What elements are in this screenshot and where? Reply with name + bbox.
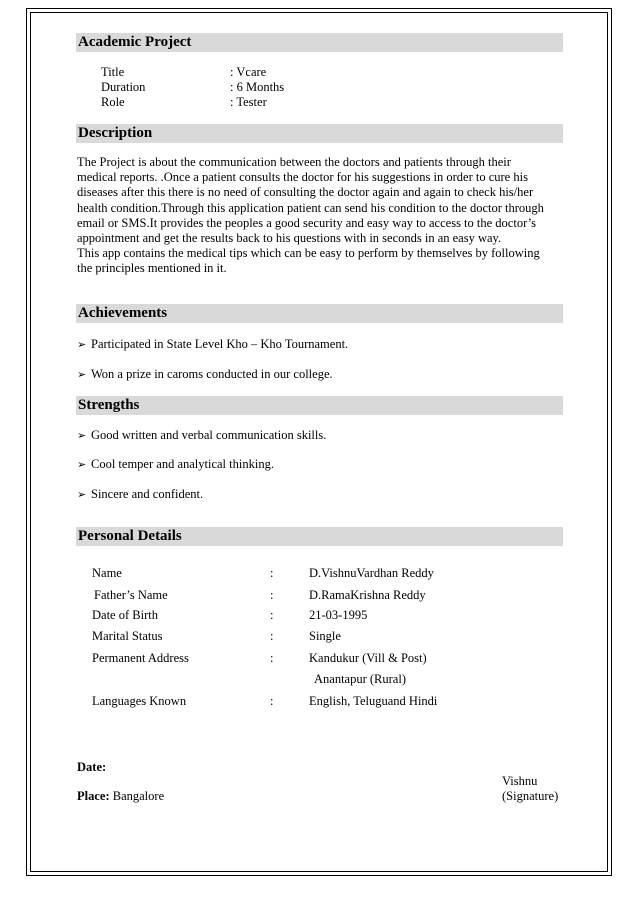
arrow-bullet-icon: ➢ [77,368,87,381]
description-line: the principles mentioned in it. [77,261,227,276]
description-line: appointment and get the results back to his questions with in seconds in an easy way. [77,231,502,246]
description-line: medical reports. .Once a patient consults the doctor for his suggestions in order to cure his [77,170,528,185]
signature-name: Vishnu [502,774,538,788]
detail-address-value-line2: Anantapur (Rural) [314,672,406,686]
personal-details-heading: Personal Details [76,527,563,546]
detail-separator: : [270,629,274,643]
detail-separator: : [270,608,274,622]
detail-address-value: Kandukur (Vill & Post) [309,651,427,665]
strength-item: ➢ Sincere and confident. [77,487,204,501]
project-title-value: : Vcare [230,65,267,79]
strength-item: ➢ Good written and verbal communication skills. [77,428,327,442]
achievement-item: ➢ Participated in State Level Kho – Kho Tournament. [77,337,349,351]
place-value: Bangalore [109,789,165,803]
detail-name-value: D.VishnuVardhan Reddy [309,566,434,580]
description-line: diseases after this there is no need of consulting the doctor again and again to check his/her [77,185,534,200]
description-line: This app contains the medical tips which can be easy to perform by themselves by following [77,246,540,261]
description-line: health condition.Through this application patient can send his condition to the doctor through [77,200,544,215]
detail-father-value: D.RamaKrishna Reddy [309,588,426,602]
detail-separator: : [270,694,274,708]
detail-languages-label: Languages Known [92,694,187,708]
detail-marital-value: Single [309,629,341,643]
achievements-heading: Achievements [76,304,563,323]
strength-item: ➢ Cool temper and analytical thinking. [77,457,274,471]
detail-dob-value: 21-03-1995 [309,608,368,622]
arrow-bullet-icon: ➢ [77,458,87,471]
project-duration-label: Duration [101,80,146,94]
description-line: email or SMS.It provides the peoples a good security and easy way to access to the doctor’s [77,215,537,230]
project-title-label: Title [101,65,125,79]
date-label: Date: [77,760,107,774]
project-role-value: : Tester [230,95,267,109]
project-role-label: Role [101,95,125,109]
detail-father-label: Father’s Name [94,588,168,602]
detail-languages-value: English, Teluguand Hindi [309,694,438,708]
place-line [77,789,164,804]
project-duration-value: : 6 Months [230,80,285,94]
signature-label: (Signature) [502,789,559,803]
detail-dob-label: Date of Birth [92,608,158,622]
detail-address-label: Permanent Address [92,651,189,665]
arrow-bullet-icon: ➢ [77,488,87,501]
detail-separator: : [270,651,274,665]
arrow-bullet-icon: ➢ [77,429,87,442]
description-paragraph [77,155,563,277]
description-heading: Description [76,124,563,143]
academic-project-heading: Academic Project [76,33,563,52]
place-label: Place: [77,789,110,803]
arrow-bullet-icon: ➢ [77,338,87,351]
achievement-item: ➢ Won a prize in caroms conducted in our college. [77,367,333,381]
detail-separator: : [270,566,274,580]
detail-separator: : [270,588,274,602]
detail-name-label: Name [92,566,122,580]
detail-marital-label: Marital Status [92,629,163,643]
description-line: The Project is about the communication between the doctors and patients through their [77,155,511,169]
strengths-heading: Strengths [76,396,563,415]
